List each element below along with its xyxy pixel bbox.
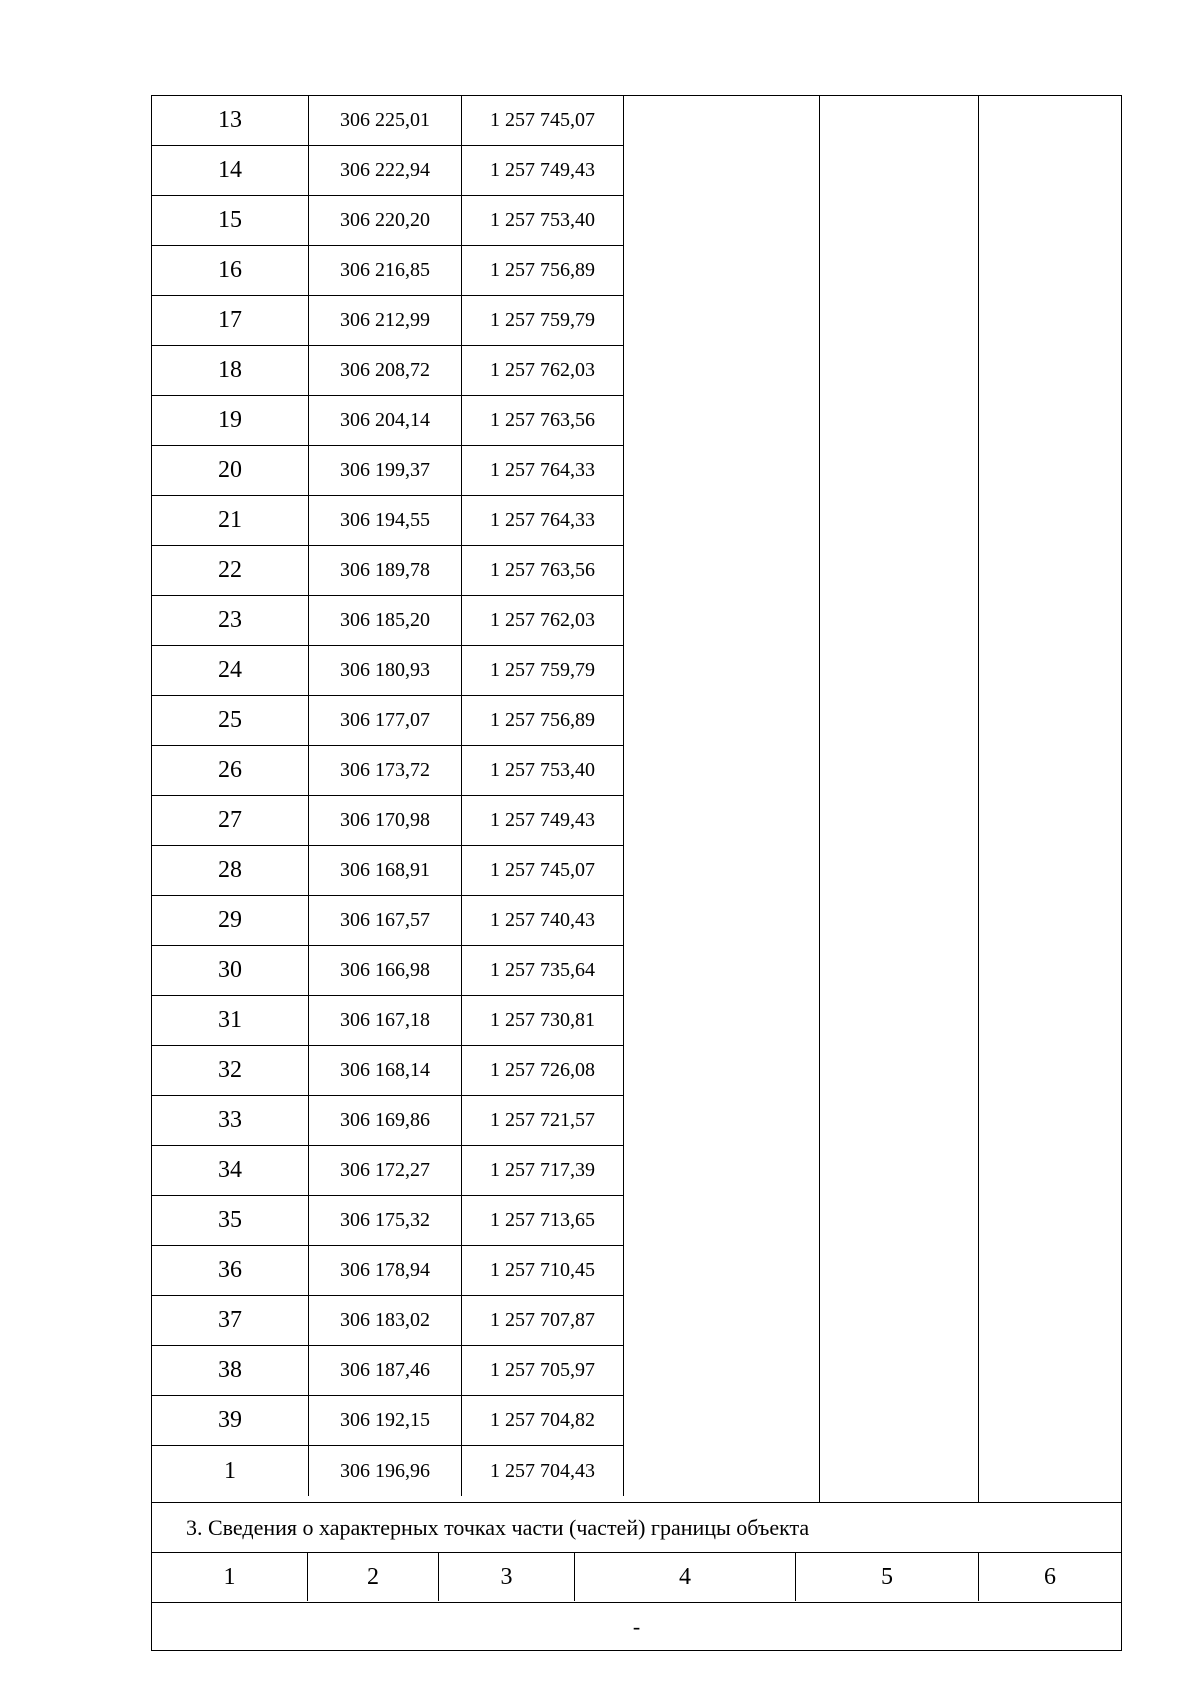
table-row xyxy=(152,1396,624,1446)
table-row xyxy=(152,1346,624,1396)
point-number: 39 xyxy=(152,1396,308,1446)
point-number: 19 xyxy=(152,396,308,446)
table-row xyxy=(152,1446,624,1496)
point-number: 23 xyxy=(152,596,308,646)
table-row xyxy=(152,146,624,196)
header-col-4: 4 xyxy=(574,1553,795,1601)
table-row xyxy=(152,646,624,696)
table-row xyxy=(152,946,624,996)
coord-y: 1 257 730,81 xyxy=(461,996,624,1046)
header-col-3: 3 xyxy=(438,1553,574,1601)
coord-x: 306 178,94 xyxy=(308,1246,461,1296)
table-row xyxy=(152,1196,624,1246)
point-number: 15 xyxy=(152,196,308,246)
table-row xyxy=(152,396,624,446)
header-col-6: 6 xyxy=(978,1553,1121,1601)
coord-x: 306 169,86 xyxy=(308,1096,461,1146)
coord-x: 306 208,72 xyxy=(308,346,461,396)
coord-y: 1 257 704,82 xyxy=(461,1396,624,1446)
point-number: 14 xyxy=(152,146,308,196)
coord-y: 1 257 726,08 xyxy=(461,1046,624,1096)
coord-y: 1 257 764,33 xyxy=(461,446,624,496)
table-row xyxy=(152,1146,624,1196)
coord-y: 1 257 749,43 xyxy=(461,146,624,196)
coord-x: 306 177,07 xyxy=(308,696,461,746)
coord-y: 1 257 762,03 xyxy=(461,346,624,396)
table-row xyxy=(152,746,624,796)
coord-y: 1 257 713,65 xyxy=(461,1196,624,1246)
table-row xyxy=(152,246,624,296)
point-number: 1 xyxy=(224,1457,236,1484)
point-number: 16 xyxy=(152,246,308,296)
coord-x: 306 168,91 xyxy=(308,846,461,896)
coord-x: 306 220,20 xyxy=(308,196,461,246)
coord-x: 306 185,20 xyxy=(308,596,461,646)
coord-x: 306 167,18 xyxy=(308,996,461,1046)
coord-y: 1 257 762,03 xyxy=(461,596,624,646)
coord-y: 1 257 756,89 xyxy=(461,696,624,746)
table-row xyxy=(152,1246,624,1296)
header-col-1: 1 xyxy=(223,1563,236,1590)
coord-y: 1 257 759,79 xyxy=(461,296,624,346)
coord-y: 1 257 721,57 xyxy=(461,1096,624,1146)
coord-y: 1 257 753,40 xyxy=(461,746,624,796)
table-row xyxy=(152,846,624,896)
point-number: 32 xyxy=(152,1046,308,1096)
coord-x: 306 180,93 xyxy=(308,646,461,696)
coord-x: 306 187,46 xyxy=(308,1346,461,1396)
table-row xyxy=(152,346,624,396)
point-number: 36 xyxy=(152,1246,308,1296)
point-number: 26 xyxy=(152,746,308,796)
coord-y: 1 257 763,56 xyxy=(461,396,624,446)
header-col-5: 5 xyxy=(795,1553,978,1601)
point-number: 37 xyxy=(152,1296,308,1346)
coord-x: 306 167,57 xyxy=(308,896,461,946)
table-row xyxy=(152,296,624,346)
table-row xyxy=(152,1296,624,1346)
coord-y: 1 257 745,07 xyxy=(461,96,624,146)
table-row xyxy=(152,896,624,946)
coord-y: 1 257 759,79 xyxy=(461,646,624,696)
point-number: 38 xyxy=(152,1346,308,1396)
table-row xyxy=(152,596,624,646)
point-number: 35 xyxy=(152,1196,308,1246)
point-number: 29 xyxy=(152,896,308,946)
point-number: 22 xyxy=(152,546,308,596)
coord-x: 306 192,15 xyxy=(308,1396,461,1446)
table-row xyxy=(152,546,624,596)
point-number: 31 xyxy=(152,996,308,1046)
coord-y: 1 257 764,33 xyxy=(461,496,624,546)
col4-right-divider xyxy=(819,96,820,1502)
coord-x: 306 199,37 xyxy=(308,446,461,496)
coord-x: 306 172,27 xyxy=(308,1146,461,1196)
section-3-empty-row: - xyxy=(152,1602,1121,1650)
point-number: 24 xyxy=(152,646,308,696)
table-row xyxy=(152,796,624,846)
point-number: 25 xyxy=(152,696,308,746)
coord-y: 1 257 753,40 xyxy=(461,196,624,246)
coord-y: 1 257 707,87 xyxy=(461,1296,624,1346)
point-number: 28 xyxy=(152,846,308,896)
coord-x: 306 196,96 xyxy=(308,1446,461,1496)
coord-x: 306 212,99 xyxy=(308,296,461,346)
table-row xyxy=(152,1096,624,1146)
table-row xyxy=(152,196,624,246)
coord-y: 1 257 705,97 xyxy=(461,1346,624,1396)
coord-x: 306 168,14 xyxy=(308,1046,461,1096)
point-number: 27 xyxy=(152,796,308,846)
coord-y: 1 257 740,43 xyxy=(461,896,624,946)
table-row xyxy=(152,1046,624,1096)
coord-y: 1 257 756,89 xyxy=(461,246,624,296)
coord-x: 306 166,98 xyxy=(308,946,461,996)
point-number: 33 xyxy=(152,1096,308,1146)
coord-x: 306 183,02 xyxy=(308,1296,461,1346)
coord-y: 1 257 763,56 xyxy=(461,546,624,596)
point-number: 30 xyxy=(152,946,308,996)
section-3-header-row xyxy=(152,1552,1121,1602)
col5-right-divider xyxy=(978,96,979,1502)
header-col-2: 2 xyxy=(307,1553,438,1601)
coord-x: 306 170,98 xyxy=(308,796,461,846)
point-number: 21 xyxy=(152,496,308,546)
coord-y: 1 257 745,07 xyxy=(461,846,624,896)
coord-x: 306 189,78 xyxy=(308,546,461,596)
coord-x: 306 222,94 xyxy=(308,146,461,196)
coordinates-table xyxy=(151,95,1122,1651)
coord-x: 306 204,14 xyxy=(308,396,461,446)
coord-x: 306 216,85 xyxy=(308,246,461,296)
coord-y: 1 257 749,43 xyxy=(461,796,624,846)
coord-x: 306 194,55 xyxy=(308,496,461,546)
coord-y: 1 257 717,39 xyxy=(461,1146,624,1196)
table-row xyxy=(152,96,624,146)
coord-x: 306 173,72 xyxy=(308,746,461,796)
points-rows xyxy=(152,96,624,1496)
table-row xyxy=(152,996,624,1046)
point-number: 13 xyxy=(152,96,308,146)
table-row xyxy=(152,696,624,746)
coord-y: 1 257 735,64 xyxy=(461,946,624,996)
table-row xyxy=(152,446,624,496)
coord-x: 306 225,01 xyxy=(308,96,461,146)
point-number: 17 xyxy=(152,296,308,346)
table-row xyxy=(152,496,624,546)
point-number: 20 xyxy=(152,446,308,496)
coord-y: 1 257 704,43 xyxy=(461,1446,624,1496)
section-3-title: 3. Сведения о характерных точках части (частей) границы объекта xyxy=(152,1502,1121,1552)
coord-y: 1 257 710,45 xyxy=(461,1246,624,1296)
point-number: 18 xyxy=(152,346,308,396)
point-number: 34 xyxy=(152,1146,308,1196)
coord-x: 306 175,32 xyxy=(308,1196,461,1246)
